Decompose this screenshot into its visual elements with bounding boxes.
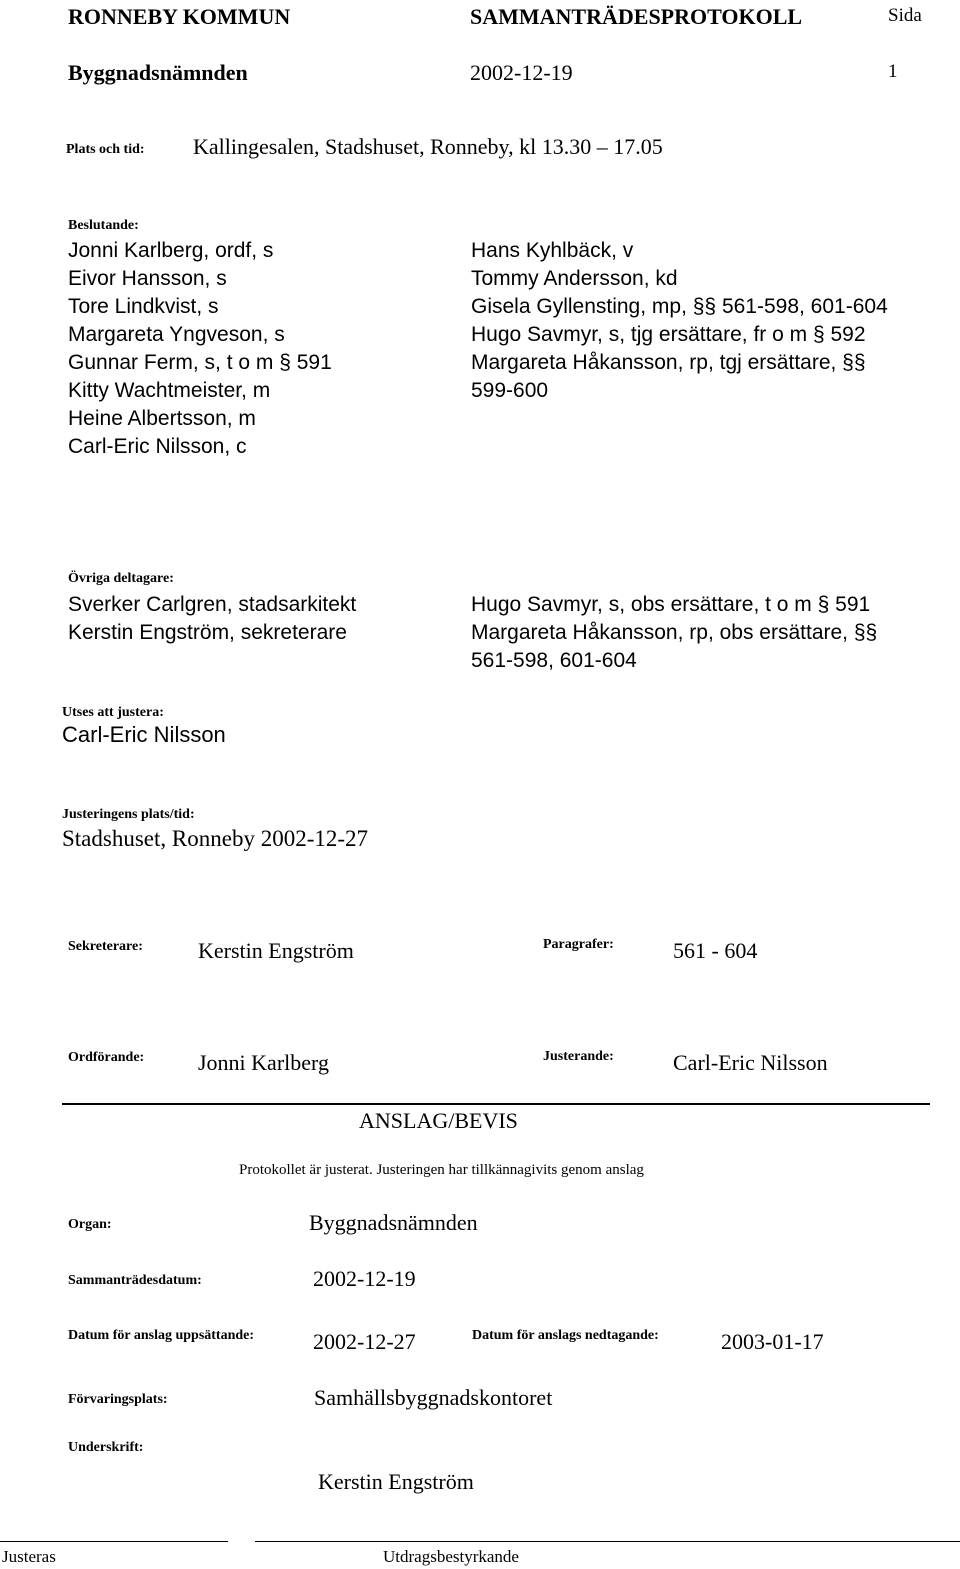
place-value: Kallingesalen, Stadshuset, Ronneby, kl 13.30 – 17.05: [193, 134, 663, 159]
chair-label: Ordförande:: [68, 1050, 145, 1065]
decision-makers-label: Beslutande:: [68, 218, 139, 233]
footer-utdragsbestyrkande: Utdragsbestyrkande: [383, 1547, 519, 1566]
storage-value: Samhällsbyggnadskontoret: [314, 1385, 553, 1410]
document-type: SAMMANTRÄDESPROTOKOLL: [470, 4, 803, 29]
list-item: Tommy Andersson, kd: [471, 267, 678, 290]
adjust-place-value: Stadshuset, Ronneby 2002-12-27: [62, 826, 369, 851]
place-label: Plats och tid:: [66, 142, 145, 157]
list-item: Jonni Karlberg, ordf, s: [68, 239, 274, 262]
other-participants-right-list: [471, 591, 877, 675]
list-item: Gisela Gyllensting, mp, §§ 561-598, 601-604: [471, 295, 888, 318]
meeting-date: 2002-12-19: [470, 60, 573, 85]
adjuster-label: Justerande:: [543, 1049, 614, 1064]
paragraphs-value: 561 - 604: [673, 938, 758, 963]
list-item: Eivor Hansson, s: [68, 267, 227, 290]
list-item: Tore Lindkvist, s: [68, 295, 219, 318]
meeting-date-label: Sammanträdesdatum:: [68, 1273, 202, 1288]
adjust-value: Carl-Eric Nilsson: [62, 722, 226, 747]
signature-value: Kerstin Engström: [318, 1469, 474, 1494]
list-item: Sverker Carlgren, stadsarkitekt: [68, 593, 357, 616]
meeting-date-value: 2002-12-19: [313, 1266, 416, 1291]
removed-date-value: 2003-01-17: [721, 1329, 824, 1354]
adjust-label: Utses att justera:: [62, 705, 164, 720]
list-item: Heine Albertsson, m: [68, 407, 256, 430]
other-participants-left-list: [68, 591, 356, 647]
secretary-label: Sekreterare:: [68, 939, 143, 954]
decision-makers-left-list: [68, 237, 332, 461]
organ-label: Organ:: [68, 1217, 112, 1232]
adjust-place-label: Justeringens plats/tid:: [62, 807, 195, 822]
posted-date-label: Datum för anslag uppsättande:: [68, 1328, 255, 1343]
chair-value: Jonni Karlberg: [198, 1050, 329, 1075]
list-item: Hans Kyhlbäck, v: [471, 239, 634, 262]
notice-title: ANSLAG/BEVIS: [359, 1108, 518, 1133]
list-item: Margareta Håkansson, rp, tgj ersättare, §§: [471, 351, 866, 374]
other-participants-label: Övriga deltagare:: [68, 571, 174, 586]
storage-label: Förvaringsplats:: [68, 1392, 168, 1407]
page-number: 1: [888, 61, 898, 82]
list-item: Hugo Savmyr, s, obs ersättare, t o m § 591: [471, 593, 871, 616]
page-label: Sida: [888, 5, 922, 26]
list-item: Kitty Wachtmeister, m: [68, 379, 271, 402]
footer-line-right: [255, 1541, 960, 1542]
list-item: 599-600: [471, 379, 549, 402]
secretary-value: Kerstin Engström: [198, 938, 354, 963]
organ-value: Byggnadsnämnden: [309, 1210, 478, 1235]
list-item: Gunnar Ferm, s, t o m § 591: [68, 351, 332, 374]
paragraphs-label: Paragrafer:: [543, 937, 614, 952]
list-item: Kerstin Engström, sekreterare: [68, 621, 347, 644]
removed-date-label: Datum för anslags nedtagande:: [472, 1328, 659, 1343]
adjuster-value: Carl-Eric Nilsson: [673, 1050, 828, 1075]
list-item: Margareta Yngveson, s: [68, 323, 285, 346]
notice-text: Protokollet är justerat. Justeringen har tillkännagivits genom anslag: [239, 1162, 644, 1178]
footer-line-left: [0, 1541, 228, 1542]
posted-date-value: 2002-12-27: [313, 1329, 416, 1354]
footer-justeras: Justeras: [2, 1547, 56, 1566]
municipality-name: RONNEBY KOMMUN: [68, 4, 291, 29]
list-item: Margareta Håkansson, rp, obs ersättare, §§: [471, 621, 878, 644]
list-item: 561-598, 601-604: [471, 649, 637, 672]
list-item: Carl-Eric Nilsson, c: [68, 435, 247, 458]
list-item: Hugo Savmyr, s, tjg ersättare, fr o m § 592: [471, 323, 866, 346]
board-name: Byggnadsnämnden: [68, 60, 248, 85]
notice-divider: [62, 1103, 930, 1105]
signature-label: Underskrift:: [68, 1440, 144, 1455]
decision-makers-right-list: [471, 237, 888, 405]
